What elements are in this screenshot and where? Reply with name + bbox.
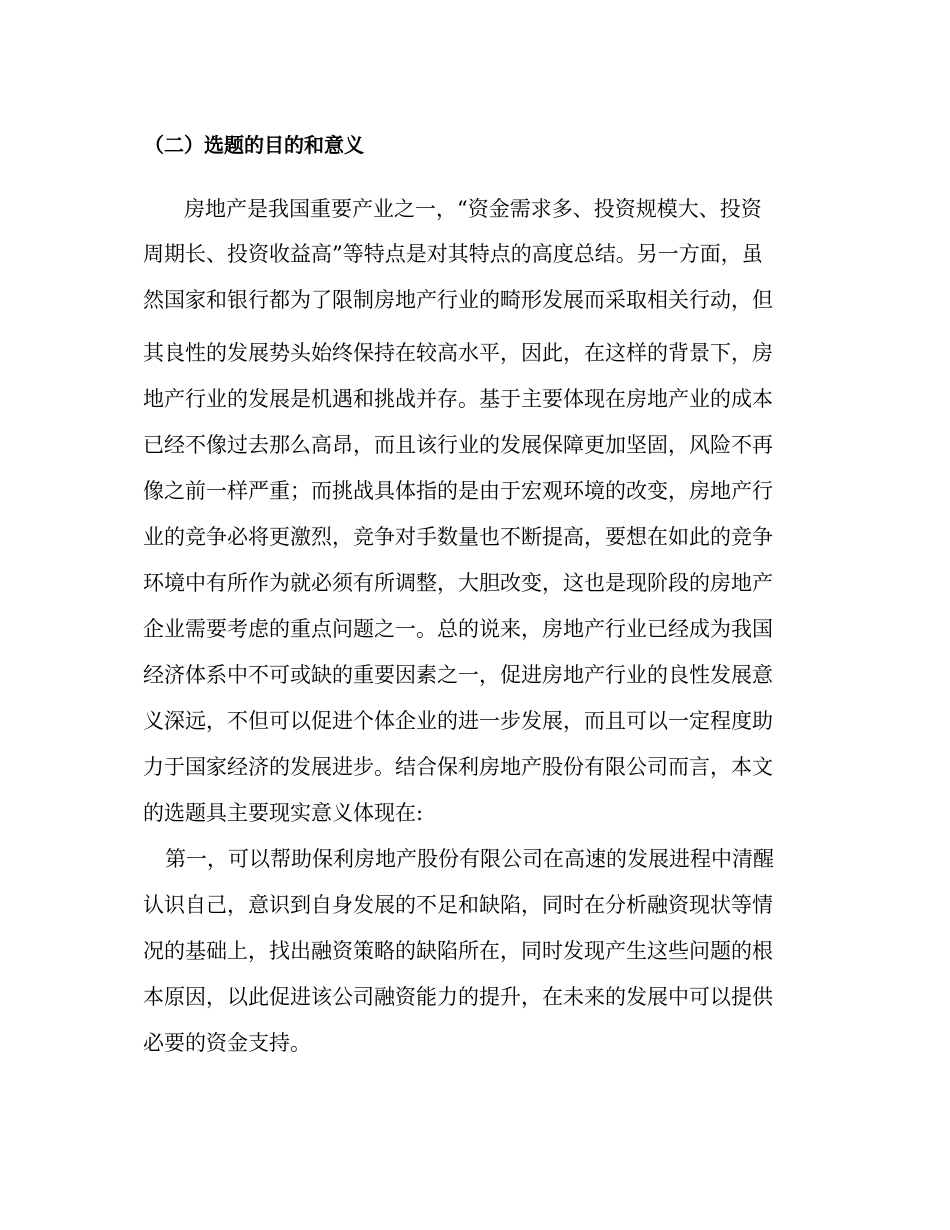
line-text: 第一，可以帮助保利房地产股份有限公司在高速的发展进程中清醒 xyxy=(165,847,774,871)
line-text: 经济体系中不可或缺的重要因素之一，促进房地产行业的良性发展意 xyxy=(143,663,773,687)
paragraph-line xyxy=(0,891,950,919)
line-text: 其良性的发展势头始终保持在较高水平，因此，在这样的背景下，房 xyxy=(143,341,773,365)
paragraph-line xyxy=(0,523,950,551)
section-heading: （二）选题的目的和意义 xyxy=(144,133,364,157)
line-text: 然国家和银行都为了限制房地产行业的畸形发展而采取相关行动，但 xyxy=(143,288,773,312)
paragraph-line xyxy=(0,240,950,268)
paragraph-line xyxy=(0,661,950,689)
line-text: 像之前一样严重；而挑战具体指的是由于宏观环境的改变，房地产行 xyxy=(143,479,773,503)
paragraph-line xyxy=(0,569,950,597)
line-text: 认识自己，意识到自身发展的不足和缺陷，同时在分析融资现状等情 xyxy=(143,893,773,917)
paragraph-line xyxy=(0,707,950,735)
line-text: 已经不像过去那么高昂，而且该行业的发展保障更加坚固，风险不再 xyxy=(143,433,773,457)
line-text: 况的基础上，找出融资策略的缺陷所在，同时发现产生这些问题的根 xyxy=(143,939,773,963)
paragraph-line xyxy=(0,195,950,223)
line-text: 房地产是我国重要产业之一，“资金需求多、投资规模大、投资 xyxy=(184,197,762,221)
paragraph-line xyxy=(0,431,950,459)
paragraph-line xyxy=(0,753,950,781)
paragraph-line xyxy=(0,615,950,643)
paragraph-line xyxy=(0,983,950,1011)
line-text: 业的竞争必将更激烈，竞争对手数量也不断提高，要想在如此的竞争 xyxy=(143,525,773,549)
paragraph-line xyxy=(0,845,950,873)
line-text: 地产行业的发展是机遇和挑战并存。基于主要体现在房地产业的成本 xyxy=(143,387,773,411)
line-text: 环境中有所作为就必须有所调整，大胆改变，这也是现阶段的房地产 xyxy=(143,571,773,595)
paragraph-line xyxy=(0,339,950,367)
line-text: 的选题具主要现实意义体现在: xyxy=(143,801,424,825)
line-text: 本原因，以此促进该公司融资能力的提升，在未来的发展中可以提供 xyxy=(143,985,773,1009)
line-text: 义深远，不但可以促进个体企业的进一步发展，而且可以一定程度助 xyxy=(143,709,773,733)
paragraph-line xyxy=(0,385,950,413)
paragraph-line xyxy=(0,477,950,505)
line-text: 必要的资金支持。 xyxy=(143,1031,311,1055)
paragraph-line xyxy=(0,286,950,314)
line-text: 企业需要考虑的重点问题之一。总的说来，房地产行业已经成为我国 xyxy=(143,617,773,641)
paragraph-line xyxy=(0,1029,950,1057)
line-text: 周期长、投资收益高”等特点是对其特点的高度总结。另一方面，虽 xyxy=(143,242,763,266)
paragraph-line xyxy=(0,799,950,827)
line-text: 力于国家经济的发展进步。结合保利房地产股份有限公司而言，本文 xyxy=(143,755,773,779)
paragraph-line xyxy=(0,937,950,965)
